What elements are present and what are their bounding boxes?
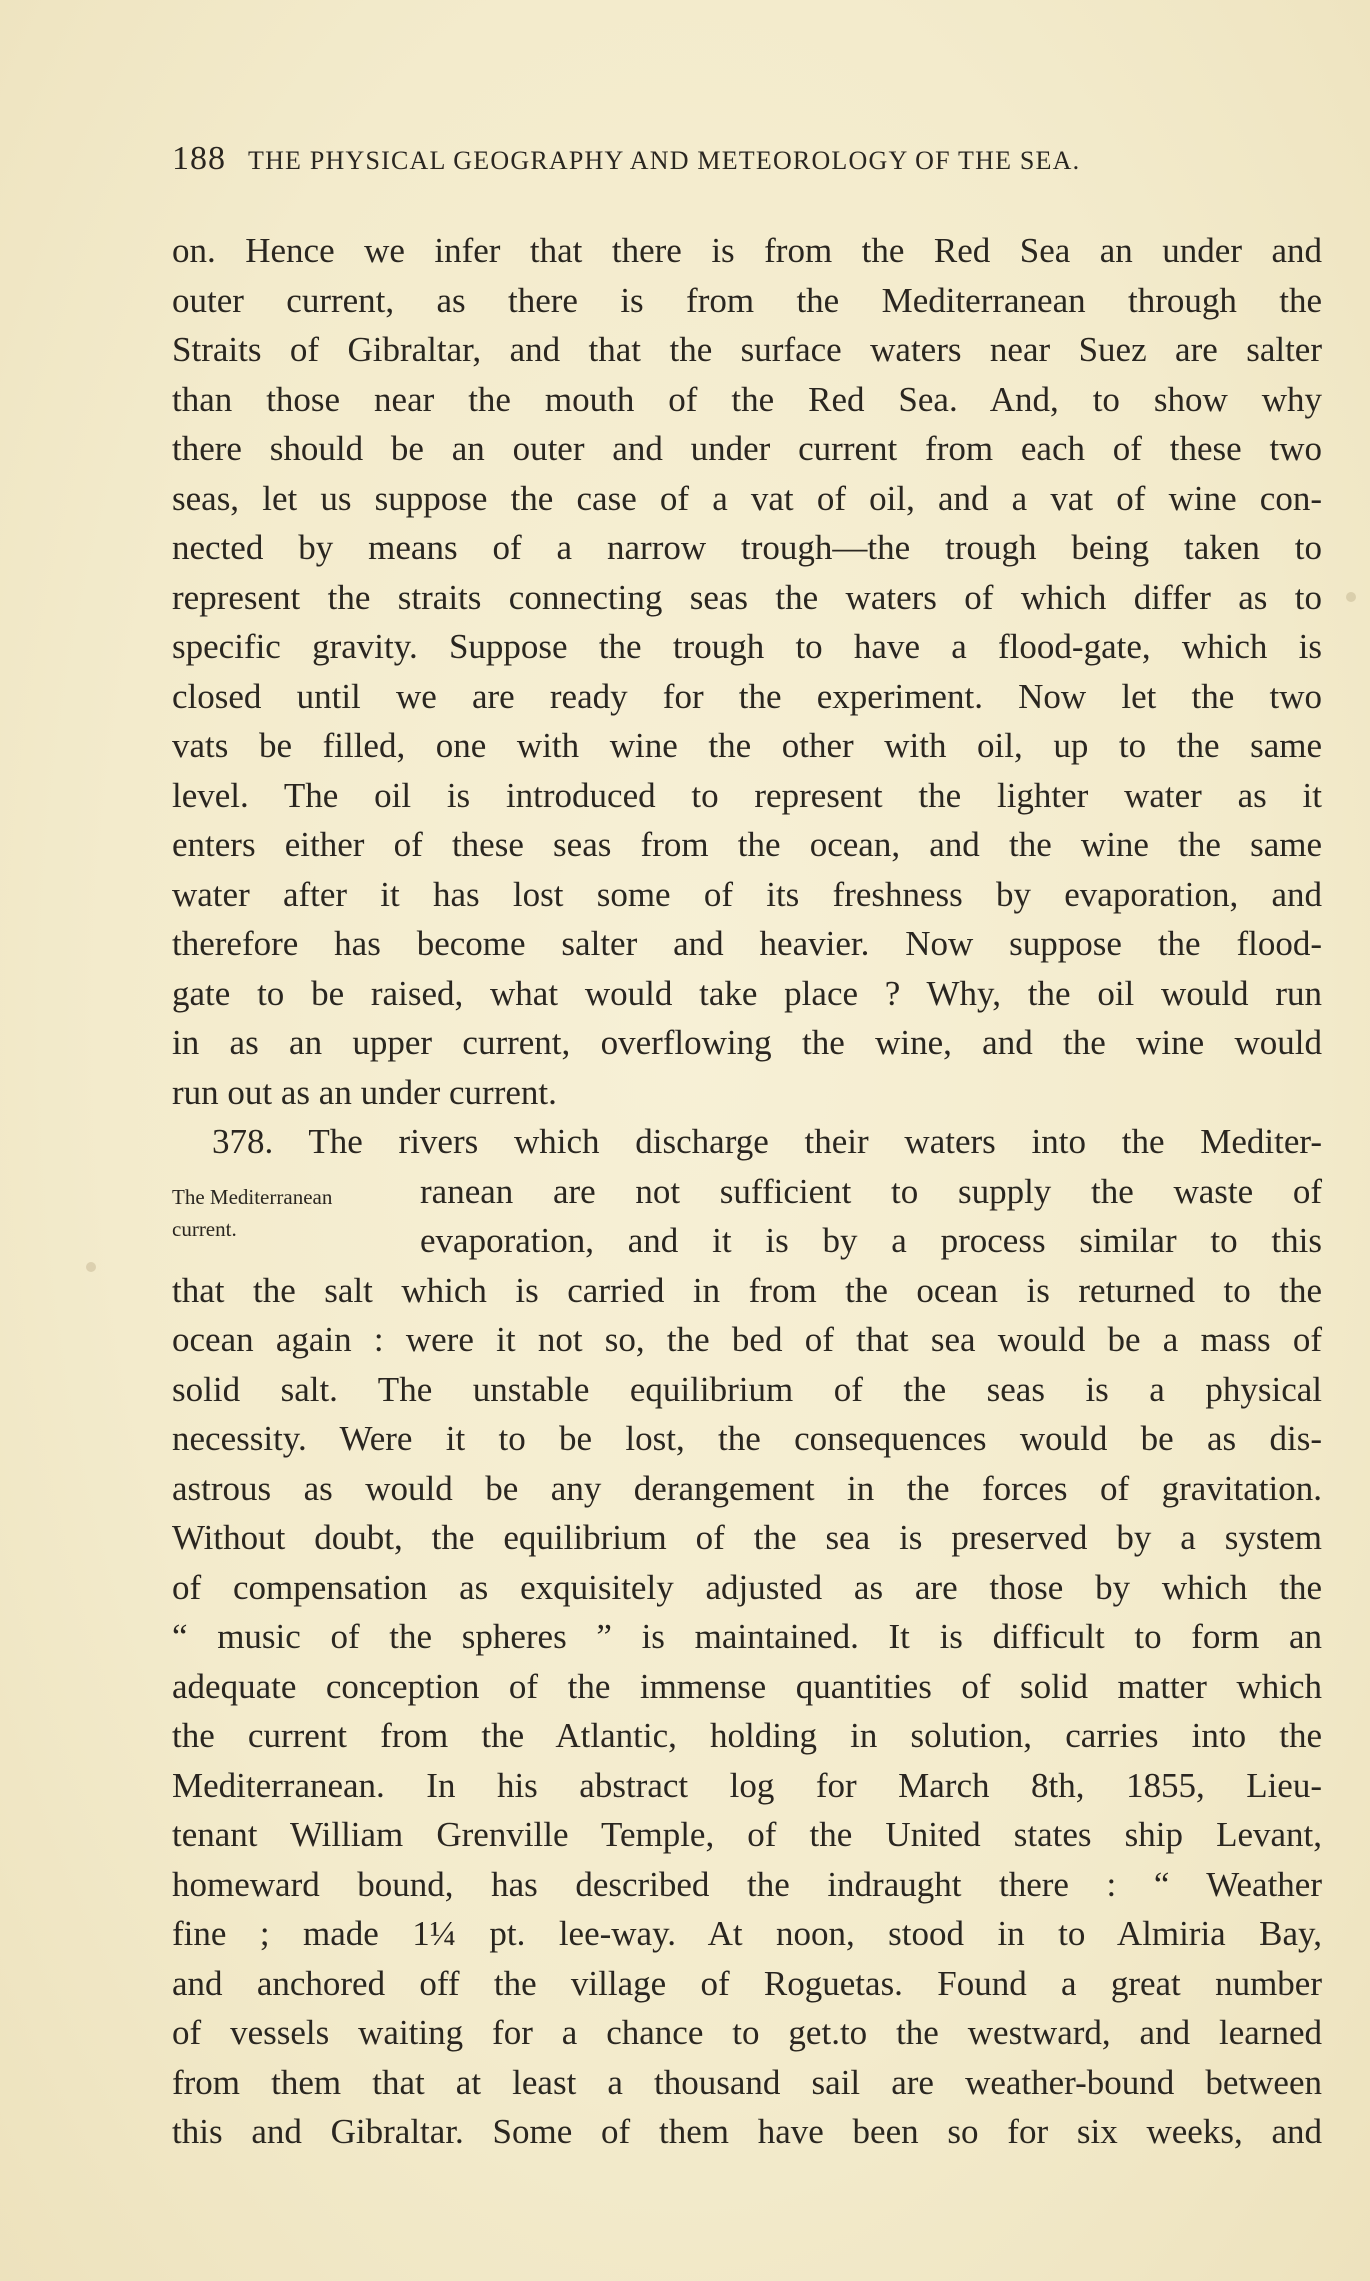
text-line: gate to be raised, what would take place ? Why, the oil would run (172, 973, 1322, 1013)
paper-blemish (86, 1262, 96, 1272)
text-line: closed until we are ready for the experiment. Now let the two (172, 676, 1322, 716)
text-line: “ music of the spheres ” is maintained. It is difficult to form an (172, 1617, 1322, 1656)
sidenote-line-2: current. (172, 1217, 237, 1241)
text-line: tenant William Grenville Temple, of the United states ship Levant, (172, 1815, 1322, 1854)
text-line: Without doubt, the equilibrium of the sea is preserved by a system (172, 1518, 1322, 1557)
paper-blemish (1346, 592, 1356, 602)
body-text (172, 226, 1322, 2157)
text-line: level. The oil is introduced to represent the lighter water as it (172, 775, 1322, 815)
text-line: from them that at least a thousand sail are weather-bound between (172, 2062, 1322, 2102)
text-line: vats be filled, one with wine the other with oil, up to the same (172, 726, 1322, 765)
text-line: and anchored off the village of Roguetas. Found a great number (172, 1963, 1322, 2003)
page-number: 188 (172, 140, 226, 177)
text-line: represent the straits connecting seas the waters of which differ as to (172, 577, 1322, 617)
page-header (172, 140, 1262, 190)
text-line: this and Gibraltar. Some of them have been so for six weeks, and (172, 2112, 1322, 2151)
text-line: Mediterranean. In his abstract log for March 8th, 1855, Lieu- (172, 1765, 1322, 1805)
text-line: outer current, as there is from the Mediterranean through the (172, 280, 1322, 320)
text-line: ocean again : were it not so, the bed of that sea would be a mass of (172, 1320, 1322, 1359)
text-line: of compensation as exquisitely adjusted as are those by which the (172, 1567, 1322, 1607)
text-line: seas, let us suppose the case of a vat of oil, and a vat of wine con- (172, 478, 1322, 518)
text-line: specific gravity. Suppose the trough to have a flood-gate, which is (172, 627, 1322, 666)
text-line: adequate conception of the immense quantities of solid matter which (172, 1666, 1322, 1706)
text-line: solid salt. The unstable equilibrium of the seas is a physical (172, 1369, 1322, 1409)
sidenote-line-1: The Mediterranean (172, 1185, 333, 1209)
text-line: water after it has lost some of its freshness by evaporation, and (172, 874, 1322, 914)
text-line: than those near the mouth of the Red Sea. And, to show why (172, 379, 1322, 419)
text-line: necessity. Were it to be lost, the consequences would be as dis- (172, 1419, 1322, 1458)
text-line: that the salt which is carried in from the ocean is returned to the (172, 1270, 1322, 1310)
text-line: enters either of these seas from the ocean, and the wine the same (172, 825, 1322, 864)
text-line: there should be an outer and under current from each of these two (172, 429, 1322, 468)
text-line: nected by means of a narrow trough—the trough being taken to (172, 528, 1322, 567)
text-line: fine ; made 1¼ pt. lee-way. At noon, stood in to Almiria Bay, (172, 1914, 1322, 1953)
text-line: ranean are not sufficient to supply the waste of (420, 1171, 1322, 1211)
text-line: evaporation, and it is by a process similar to this (420, 1221, 1322, 1260)
text-line: the current from the Atlantic, holding in solution, carries into the (172, 1716, 1322, 1755)
text-line: run out as an under current. (172, 1072, 557, 1112)
running-head: THE PHYSICAL GEOGRAPHY AND METEOROLOGY OF THE SEA. (248, 146, 1081, 175)
text-line: homeward bound, has described the indraught there : “ Weather (172, 1864, 1322, 1904)
text-line: astrous as would be any derangement in the forces of gravitation. (172, 1468, 1322, 1508)
text-line: in as an upper current, overflowing the wine, and the wine would (172, 1023, 1322, 1062)
text-line: Straits of Gibraltar, and that the surface waters near Suez are salter (172, 330, 1322, 369)
text-line: on. Hence we infer that there is from the Red Sea an under and (172, 231, 1322, 270)
text-line: of vessels waiting for a chance to get.to the westward, and learned (172, 2013, 1322, 2052)
paragraph-start-line: 378. The rivers which discharge their waters into the Mediter- (212, 1122, 1322, 1161)
text-line: therefore has become salter and heavier. Now suppose the flood- (172, 924, 1322, 963)
